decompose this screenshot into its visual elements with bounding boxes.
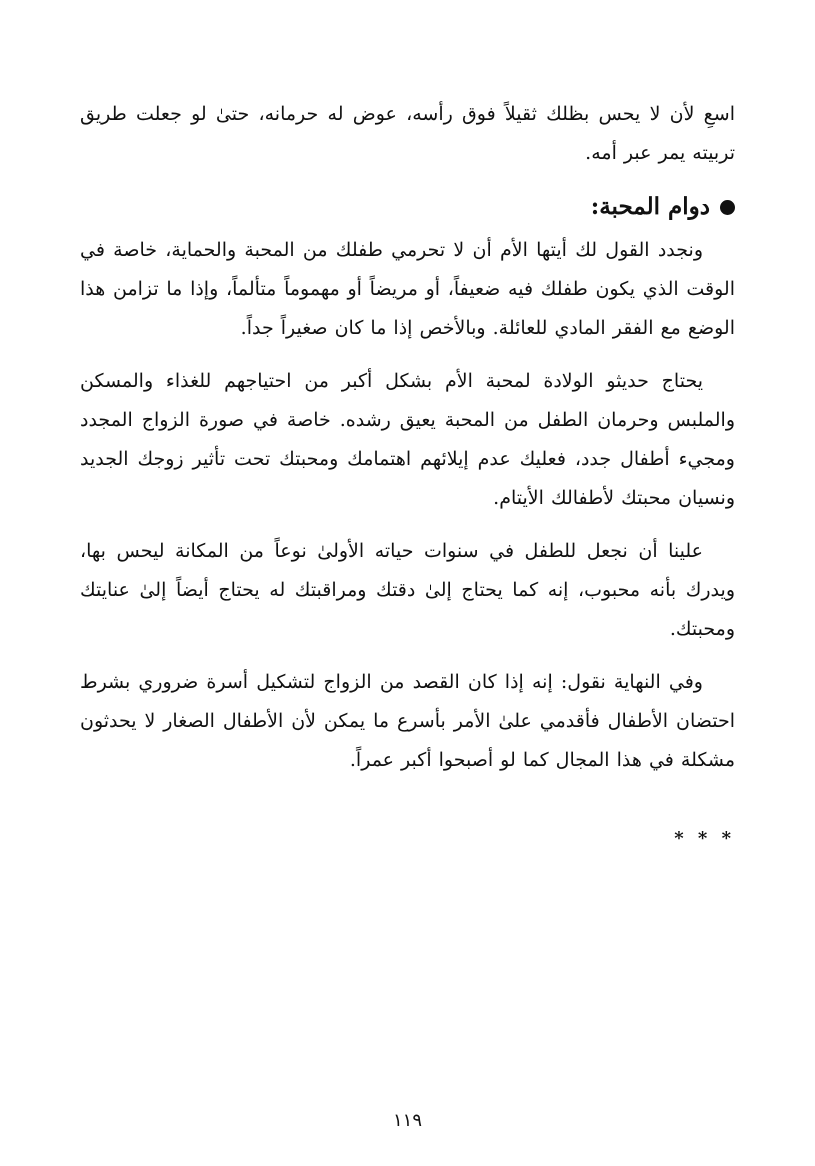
paragraph-1: ونجدد القول لك أيتها الأم أن لا تحرمي طفلك من المحبة والحماية، خاصة في الوقت الذي يكون طفلك فيه ضعيفاً، أو مريضاً أو مهموماً متألماً، وإذا ما تزامن هذا الوضع مع الفقر المادي للعائلة. وبالأخص إذا ما كان صغيراً جداً. bbox=[80, 239, 735, 339]
paragraph-2: يحتاج حديثو الولادة لمحبة الأم بشكل أكبر من احتياجهم للغذاء والمسكن والملبس وحرمان الطفل من المحبة يعيق رشده. خاصة في صورة الزواج المجدد ومجيء أطفال جدد، فعليك عدم إيلائهم اهتمامك ومحبتك تحت تأثير زوجك الجديد ونسيان محبتك لأطفالك الأيتام. bbox=[80, 370, 735, 509]
page-body bbox=[80, 95, 735, 849]
section-heading-text: دوام المحبة: bbox=[590, 193, 710, 220]
paragraph-3: علينا أن نجعل للطفل في سنوات حياته الأولىٰ نوعاً من المكانة ليحس بها، ويدرك بأنه محبوب، إنه كما يحتاج إلىٰ دقتك ومراقبتك له يحتاج أيضاً إلىٰ عنايتك ومحبتك. bbox=[80, 540, 735, 640]
section-heading bbox=[80, 187, 735, 227]
page-number: ١١٩ bbox=[392, 1110, 422, 1131]
section-separator: * * * bbox=[674, 828, 735, 849]
bullet-icon bbox=[720, 200, 735, 215]
paragraph-4: وفي النهاية نقول: إنه إذا كان القصد من الزواج لتشكيل أسرة ضروري بشرط احتضان الأطفال فأقدمي علىٰ الأمر بأسرع ما يمكن لأن الأطفال الصغار لا يحدثون مشكلة في هذا المجال كما لو أصبحوا أكبر عمراً. bbox=[80, 671, 735, 771]
paragraph-intro: اسعِ لأن لا يحس بظلك ثقيلاً فوق رأسه، عوض له حرمانه، حتىٰ لو جعلت طريق تربيته يمر عبر أمه. bbox=[80, 103, 735, 164]
